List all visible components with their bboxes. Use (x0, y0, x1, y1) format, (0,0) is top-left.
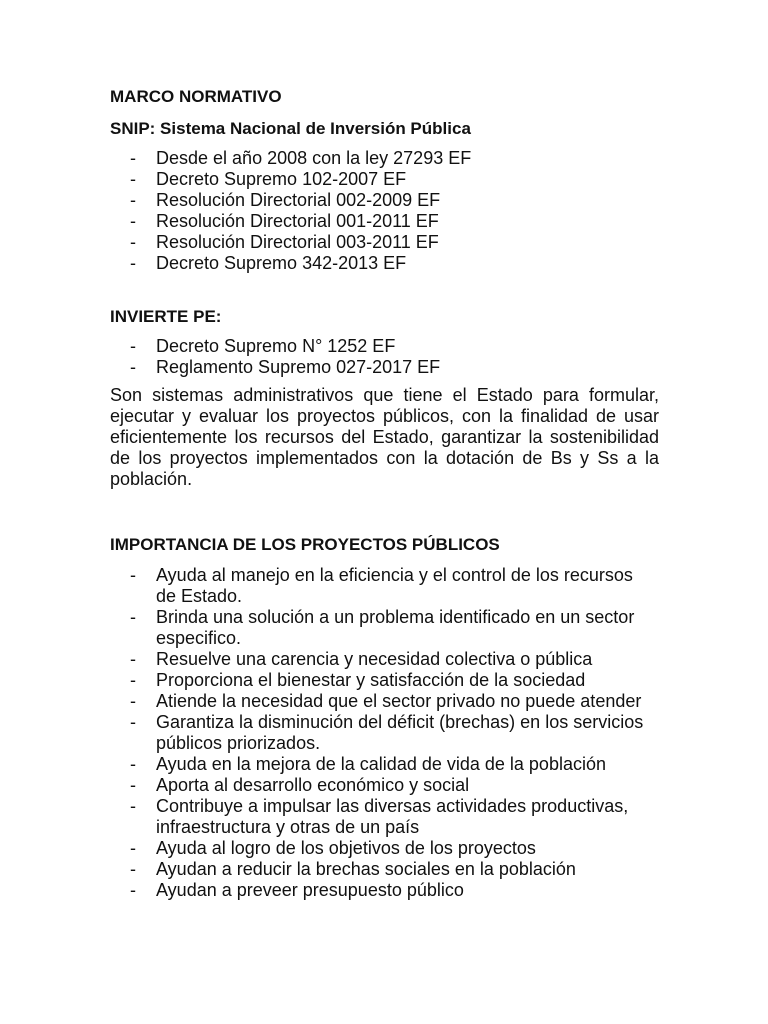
list-item (110, 169, 670, 190)
list-item (110, 670, 650, 691)
list-item-text: Resolución Directorial 002-2009 EF (156, 190, 441, 210)
body-paragraph: Son sistemas administrativos que tiene el Estado para formular, ejecutar y evaluar los proyectos públicos, con la finalidad de usar eficientemente los recursos del Estado, garantizar la sostenibilidad de los proyectos implementados con la dotación de Bs y Ss a la población. (110, 385, 659, 489)
importancia-list (110, 565, 650, 901)
dash-bullet: - (130, 211, 136, 231)
list-item (110, 357, 670, 378)
list-item-text: Aporta al desarrollo económico y social (156, 775, 470, 795)
dash-bullet: - (130, 796, 136, 816)
heading-marco-normativo: MARCO NORMATIVO (110, 87, 282, 106)
dash-bullet: - (130, 232, 136, 252)
dash-bullet: - (130, 357, 136, 377)
list-item (110, 838, 650, 859)
list-item-text: Atiende la necesidad que el sector privado no puede atender (156, 691, 642, 711)
list-item-text: Desde el año 2008 con la ley 27293 EF (156, 148, 472, 168)
dash-bullet: - (130, 691, 136, 711)
list-item (110, 253, 670, 274)
heading-invierte-pe: INVIERTE PE: (110, 307, 222, 326)
list-item-text: Ayuda en la mejora de la calidad de vida de la población (156, 754, 606, 774)
dash-bullet: - (130, 859, 136, 879)
dash-bullet: - (130, 169, 136, 189)
heading-snip: SNIP: Sistema Nacional de Inversión Pública (110, 119, 471, 138)
list-item-text: Decreto Supremo 342-2013 EF (156, 253, 407, 273)
dash-bullet: - (130, 754, 136, 774)
list-item (110, 336, 670, 357)
list-item (110, 880, 650, 901)
list-item-text: Ayudan a reducir la brechas sociales en la población (156, 859, 576, 879)
invierte-list (110, 336, 670, 378)
list-item (110, 775, 650, 796)
list-item (110, 649, 650, 670)
list-item (110, 148, 670, 169)
list-item-text: Resolución Directorial 001-2011 EF (156, 211, 439, 231)
heading-importancia: IMPORTANCIA DE LOS PROYECTOS PÚBLICOS (110, 535, 500, 554)
dash-bullet: - (130, 670, 136, 690)
list-item-text: Reglamento Supremo 027-2017 EF (156, 357, 441, 377)
list-item-text: Brinda una solución a un problema identificado en un sector especifico. (156, 607, 635, 648)
list-item-text: Decreto Supremo N° 1252 EF (156, 336, 396, 356)
dash-bullet: - (130, 253, 136, 273)
list-item (110, 190, 670, 211)
list-item-text: Ayudan a preveer presupuesto público (156, 880, 464, 900)
list-item (110, 754, 650, 775)
dash-bullet: - (130, 712, 136, 732)
list-item (110, 232, 670, 253)
dash-bullet: - (130, 880, 136, 900)
dash-bullet: - (130, 649, 136, 669)
dash-bullet: - (130, 148, 136, 168)
list-item-text: Garantiza la disminución del déficit (brechas) en los servicios públicos priorizados. (156, 712, 644, 753)
list-item (110, 565, 650, 607)
dash-bullet: - (130, 607, 136, 627)
dash-bullet: - (130, 775, 136, 795)
list-item-text: Ayuda al logro de los objetivos de los proyectos (156, 838, 536, 858)
list-item (110, 859, 650, 880)
snip-list (110, 148, 670, 274)
dash-bullet: - (130, 838, 136, 858)
list-item-text: Decreto Supremo 102-2007 EF (156, 169, 407, 189)
list-item (110, 607, 650, 649)
list-item (110, 712, 650, 754)
list-item (110, 691, 650, 712)
dash-bullet: - (130, 190, 136, 210)
list-item (110, 211, 670, 232)
list-item-text: Contribuye a impulsar las diversas actividades productivas, infraestructura y otras de un país (156, 796, 629, 837)
list-item (110, 796, 650, 838)
list-item-text: Resuelve una carencia y necesidad colectiva o pública (156, 649, 593, 669)
list-item-text: Proporciona el bienestar y satisfacción de la sociedad (156, 670, 586, 690)
list-item-text: Resolución Directorial 003-2011 EF (156, 232, 439, 252)
dash-bullet: - (130, 565, 136, 585)
dash-bullet: - (130, 336, 136, 356)
list-item-text: Ayuda al manejo en la eficiencia y el control de los recursos de Estado. (156, 565, 633, 606)
